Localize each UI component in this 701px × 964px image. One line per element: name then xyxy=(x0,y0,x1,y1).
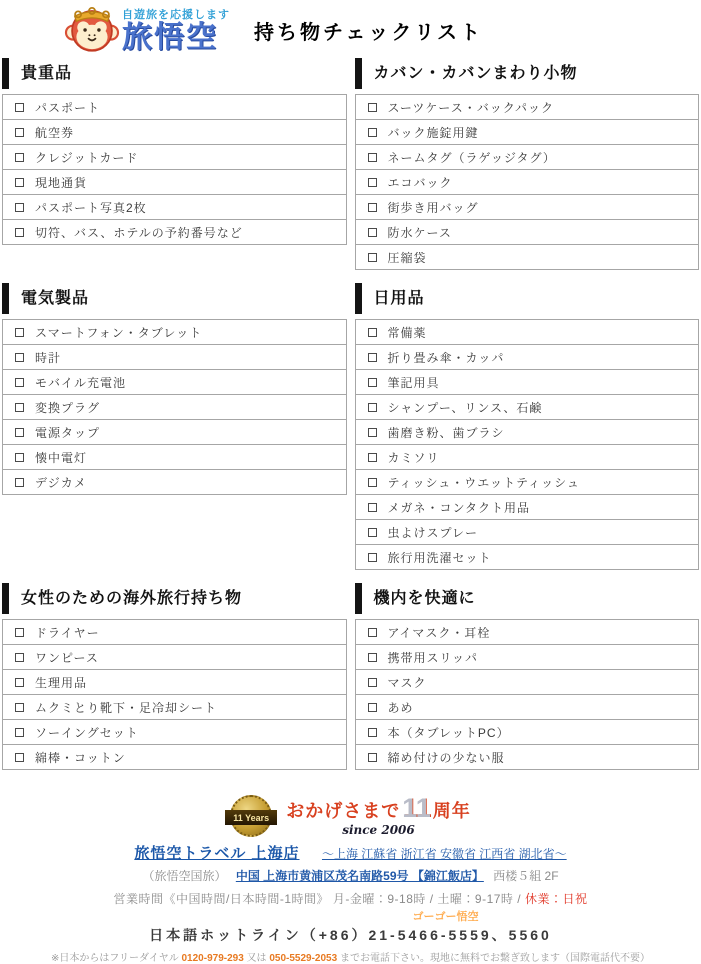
checkbox-icon xyxy=(15,428,24,437)
checklist-item xyxy=(2,194,347,220)
checklist-item-label: 本（タブレットPC） xyxy=(387,725,510,740)
checklist-item-label: ムクミとり靴下・足冷却シート xyxy=(35,700,218,715)
company-paren: （旅悟空国旅） xyxy=(142,869,227,883)
checklist-grid xyxy=(0,58,701,783)
checkbox-icon xyxy=(15,653,24,662)
checkbox-icon xyxy=(368,353,377,362)
checkbox-icon xyxy=(15,753,24,762)
checklist-item-label: マスク xyxy=(387,675,427,690)
checkbox-icon xyxy=(368,178,377,187)
checklist-item xyxy=(355,219,700,245)
anniversary-badge-row xyxy=(0,792,701,837)
checklist-item-label: パスポート xyxy=(35,100,101,115)
section-title: カバン・カバンまわり小物 xyxy=(355,58,700,89)
checklist-item xyxy=(355,419,700,445)
since-label: since 2006 xyxy=(342,822,415,837)
checkbox-icon xyxy=(15,153,24,162)
brand-logo xyxy=(66,4,230,56)
checkbox-icon xyxy=(368,653,377,662)
business-hours xyxy=(0,890,701,907)
section-items xyxy=(355,319,700,570)
checklist-item-label: 歯磨き粉、歯ブラシ xyxy=(387,425,505,440)
checklist-item xyxy=(2,744,347,770)
checkbox-icon xyxy=(368,628,377,637)
checklist-item xyxy=(2,694,347,720)
checkbox-icon xyxy=(15,353,24,362)
checkbox-icon xyxy=(15,328,24,337)
checklist-item xyxy=(2,419,347,445)
checklist-item-label: ドライヤー xyxy=(35,625,100,640)
checklist-item-label: スマートフォン・タブレット xyxy=(35,325,203,340)
checklist-section xyxy=(2,283,347,495)
checklist-item-label: あめ xyxy=(387,700,414,715)
footnote xyxy=(0,949,701,964)
checklist-item xyxy=(355,644,700,670)
regions-link[interactable]: ～上海 江蘇省 浙江省 安徽省 江西省 湖北省～ xyxy=(321,847,567,861)
checklist-item-label: スーツケース・バックパック xyxy=(387,100,554,115)
checkbox-icon xyxy=(368,453,377,462)
footnote-prefix: ※日本からはフリーダイヤル xyxy=(51,953,182,964)
checklist-item xyxy=(355,244,700,270)
checkbox-icon xyxy=(368,503,377,512)
checkbox-icon xyxy=(15,203,24,212)
checkbox-icon xyxy=(15,128,24,137)
checklist-item xyxy=(2,719,347,745)
checklist-item xyxy=(2,94,347,120)
checklist-item xyxy=(2,169,347,195)
checklist-item xyxy=(2,219,347,245)
checklist-item-label: ティッシュ・ウエットティッシュ xyxy=(387,475,580,490)
address-line xyxy=(0,867,701,884)
checklist-item xyxy=(355,619,700,645)
checkbox-icon xyxy=(15,703,24,712)
checklist-item-label: 街歩き用バッグ xyxy=(387,200,479,215)
section-items xyxy=(355,94,700,270)
checklist-item xyxy=(355,119,700,145)
checklist-item-label: エコバック xyxy=(387,175,453,190)
checklist-item-label: メガネ・コンタクト用品 xyxy=(387,500,531,515)
checklist-item-label: 現地通貨 xyxy=(35,175,88,190)
checkbox-icon xyxy=(15,728,24,737)
checklist-item-label: ネームタグ（ラゲッジタグ） xyxy=(387,150,556,165)
checklist-item-label: ソーイングセット xyxy=(35,725,139,740)
checklist-item xyxy=(355,694,700,720)
checkbox-icon xyxy=(368,678,377,687)
checklist-item xyxy=(2,119,347,145)
checklist-item-label: 折り畳み傘・カッパ xyxy=(387,350,505,365)
checklist-item-label: 時計 xyxy=(35,350,62,365)
checklist-item xyxy=(355,144,700,170)
checklist-item-label: 生理用品 xyxy=(35,675,88,690)
checklist-item xyxy=(2,444,347,470)
checklist-item xyxy=(355,319,700,345)
checklist-item xyxy=(355,344,700,370)
checklist-item xyxy=(2,144,347,170)
checklist-item-label: バック施錠用鍵 xyxy=(387,125,479,140)
section-items xyxy=(355,619,700,770)
checklist-item xyxy=(355,669,700,695)
address-link[interactable]: 中国 上海市黄浦区茂名南路59号 【錦江飯店】 xyxy=(235,869,484,883)
anniversary-suffix: 周年 xyxy=(432,800,471,821)
checklist-item xyxy=(2,619,347,645)
checkbox-icon xyxy=(15,678,24,687)
toll-free-number-1: 0120-979-293 xyxy=(181,953,244,964)
section-title: 貴重品 xyxy=(2,58,347,89)
checklist-item-label: 携帯用スリッパ xyxy=(387,650,479,665)
checklist-item xyxy=(355,169,700,195)
checklist-item-label: モバイル充電池 xyxy=(35,375,127,390)
checklist-item xyxy=(355,719,700,745)
logo-tagline: 自遊旅を応援します xyxy=(122,9,230,21)
checklist-item xyxy=(355,519,700,545)
checkbox-icon xyxy=(368,253,377,262)
checklist-item-label: 旅行用洗濯セット xyxy=(387,550,492,565)
section-items xyxy=(2,94,347,245)
checklist-item xyxy=(355,369,700,395)
checkbox-icon xyxy=(368,328,377,337)
checkbox-icon xyxy=(15,228,24,237)
checklist-item-label: 締め付けの少ない服 xyxy=(387,750,505,765)
checklist-item-label: カミソリ xyxy=(387,450,440,465)
checklist-item xyxy=(355,744,700,770)
checkbox-icon xyxy=(368,753,377,762)
medal-band-label: 11 Years xyxy=(225,810,277,825)
checklist-item-label: 虫よけスプレー xyxy=(387,525,479,540)
hours-text: 営業時間《中国時間/日本時間-1時間》 月-金曜：9-18時 / 土曜：9-17時 / xyxy=(113,892,522,906)
checklist-item-label: 懐中電灯 xyxy=(35,450,88,465)
checklist-section xyxy=(2,583,347,770)
closed-text: 休業：日祝 xyxy=(524,892,588,906)
checkbox-icon xyxy=(368,153,377,162)
checklist-item-label: 切符、バス、ホテルの予約番号など xyxy=(35,225,243,240)
checklist-section xyxy=(355,583,700,770)
checklist-item-label: アイマスク・耳栓 xyxy=(387,625,491,640)
11-years-medal-icon xyxy=(230,795,272,837)
section-title: 女性のための海外旅行持ち物 xyxy=(2,583,347,614)
checkbox-icon xyxy=(368,728,377,737)
checklist-item xyxy=(355,94,700,120)
checklist-item xyxy=(2,319,347,345)
checkbox-icon xyxy=(15,103,24,112)
checklist-item-label: 筆記用具 xyxy=(387,375,440,390)
checklist-item-label: 圧縮袋 xyxy=(387,250,427,265)
checkbox-icon xyxy=(368,378,377,387)
checklist-item xyxy=(2,344,347,370)
checkbox-icon xyxy=(368,228,377,237)
section-items xyxy=(2,319,347,495)
checklist-item xyxy=(355,444,700,470)
footnote-mid: 又は xyxy=(243,953,270,964)
anniversary-text xyxy=(286,792,471,837)
checkbox-icon xyxy=(368,478,377,487)
logo-brand: 旅悟空 xyxy=(122,21,218,54)
checklist-item xyxy=(2,469,347,495)
section-items xyxy=(2,619,347,770)
checklist-item-label: シャンプー、リンス、石鹸 xyxy=(387,400,543,415)
checklist-item-label: 変換プラグ xyxy=(35,400,101,415)
gogo-goku-label: ゴーゴー悟空 xyxy=(412,911,479,923)
checklist-section xyxy=(355,58,700,270)
checkbox-icon xyxy=(368,553,377,562)
checklist-item xyxy=(355,494,700,520)
checkbox-icon xyxy=(15,628,24,637)
anniversary-number: 11 xyxy=(402,792,431,823)
checklist-item-label: デジカメ xyxy=(35,475,87,490)
checkbox-icon xyxy=(368,128,377,137)
checklist-item-label: ワンピース xyxy=(35,650,99,665)
section-title: 日用品 xyxy=(355,283,700,314)
checklist-item-label: パスポート写真2枚 xyxy=(35,200,147,215)
logo-text xyxy=(122,6,230,54)
anniversary-prefix: おかげさまで xyxy=(286,800,401,821)
checklist-section xyxy=(355,283,700,570)
checklist-item-label: 航空券 xyxy=(35,125,75,140)
checkbox-icon xyxy=(368,428,377,437)
toll-free-number-2: 050-5529-2053 xyxy=(269,953,338,964)
checkbox-icon xyxy=(15,378,24,387)
checklist-item-label: 綿棒・コットン xyxy=(35,750,126,765)
address-suffix: 西楼５組 2F xyxy=(493,869,559,883)
checkbox-icon xyxy=(368,528,377,537)
checkbox-icon xyxy=(368,703,377,712)
checklist-item-label: 常備薬 xyxy=(387,325,427,340)
page-header xyxy=(0,0,701,58)
hotline: 日本語ホットライン（+86）21-5466-5559、5560 xyxy=(149,927,552,943)
shop-link[interactable]: 旅悟空トラベル 上海店 xyxy=(134,845,300,862)
checklist-item xyxy=(2,394,347,420)
checkbox-icon xyxy=(15,453,24,462)
checklist-item xyxy=(355,394,700,420)
checklist-item xyxy=(2,669,347,695)
checklist-section xyxy=(2,58,347,245)
shop-line xyxy=(0,842,701,863)
page-title: 持ち物チェックリスト xyxy=(254,21,483,44)
section-title: 電気製品 xyxy=(2,283,347,314)
checklist-item xyxy=(355,194,700,220)
checkbox-icon xyxy=(368,203,377,212)
page-footer xyxy=(0,783,701,964)
checklist-item xyxy=(355,544,700,570)
checklist-item xyxy=(355,469,700,495)
checklist-item xyxy=(2,369,347,395)
monkey-mascot-icon xyxy=(66,4,118,56)
checkbox-icon xyxy=(15,478,24,487)
checklist-item-label: 電源タップ xyxy=(35,425,101,440)
footnote-suffix: までお電話下さい。現地に無料でお繋ぎ致します（国際電話代不要） xyxy=(337,953,650,964)
checkbox-icon xyxy=(15,403,24,412)
checklist-item xyxy=(2,644,347,670)
checkbox-icon xyxy=(368,403,377,412)
section-title: 機内を快適に xyxy=(355,583,700,614)
checkbox-icon xyxy=(15,178,24,187)
checklist-item-label: クレジットカード xyxy=(35,150,139,165)
checkbox-icon xyxy=(368,103,377,112)
checklist-item-label: 防水ケース xyxy=(387,225,452,240)
